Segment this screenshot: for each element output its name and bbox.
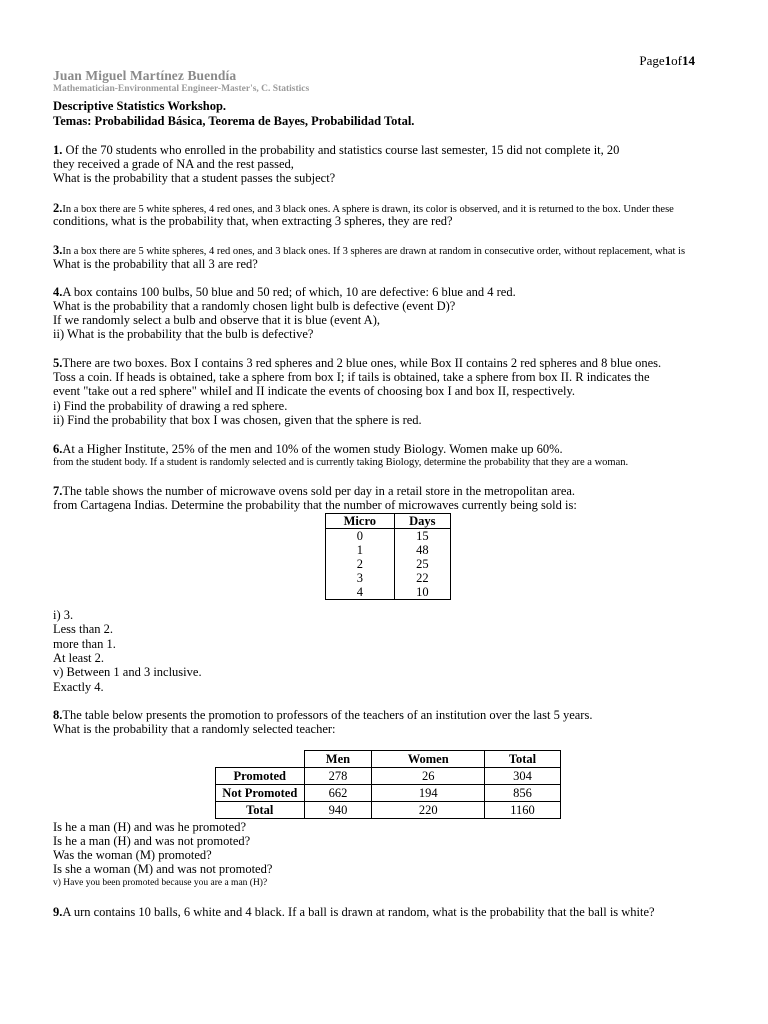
question-4-text: A box contains 100 bulbs, 50 blue and 50 red; of which, 10 are defective: 6 blue and 4 red. [62,285,516,299]
table-cell: 3 [326,571,395,585]
question-7-item-2: Less than 2. [53,622,114,636]
question-9-number: 9. [53,905,63,919]
question-9-line-1 [53,905,655,919]
question-7-item-3: more than 1. [53,637,116,651]
table-cell: 940 [304,802,372,819]
table-cell: 662 [304,785,372,802]
question-7-item-5: v) Between 1 and 3 inclusive. [53,665,202,679]
table-cell: 26 [372,768,485,785]
question-5-line-5: ii) Find the probability that box I was chosen, given that the sphere is red. [53,413,422,427]
question-4-line-2: What is the probability that a randomly chosen light bulb is defective (event D)? [53,299,456,313]
workshop-title: Descriptive Statistics Workshop. [53,99,227,113]
table-cell: 856 [485,785,561,802]
question-7-item-6: Exactly 4. [53,680,104,694]
question-6-line-2: from the student body. If a student is randomly selected and is currently taking Biology, determine the probability that they are a woman. [53,457,629,468]
question-4-line-1 [53,285,516,299]
table-row [216,785,561,802]
question-5-line-2: Toss a coin. If heads is obtained, take a sphere from box I; if tails is obtained, take a sphere from box II. R indicates the [53,370,650,384]
promotion-table [215,750,561,819]
page-label: Page [639,53,665,68]
question-5-text: There are two boxes. Box I contains 3 red spheres and 2 blue ones, while Box II contains 2 red spheres and 8 blue ones. [62,356,662,370]
table-row [326,571,451,585]
question-7-text: The table shows the number of microwave ovens sold per day in a retail store in the metropolitan area. [62,484,576,498]
question-6-line-1 [53,442,563,456]
table-row [326,557,451,571]
question-1-line-2: they received a grade of NA and the rest passed, [53,157,294,171]
author-name: Juan Miguel Martínez Buendía [53,68,237,83]
question-8-number: 8. [53,708,63,722]
topics-line: Temas: Probabilidad Básica, Teorema de Bayes, Probabilidad Total. [53,114,415,128]
question-7-item-4: At least 2. [53,651,105,665]
question-1-line-1 [53,143,619,157]
author-subtitle: Mathematician-Environmental Engineer-Master's, C. Statistics [53,84,310,94]
question-8-item-1: Is he a man (H) and was he promoted? [53,820,246,834]
table-row [326,585,451,600]
question-8-item-5: v) Have you been promoted because you are a man (H)? [53,878,268,888]
table-cell: 0 [326,529,395,544]
question-5-number: 5. [53,356,63,370]
question-1-line-3: What is the probability that a student passes the subject? [53,171,336,185]
table-cell: 278 [304,768,372,785]
question-3-number: 3. [53,243,63,257]
table-header-total: Total [485,751,561,768]
question-5-line-1 [53,356,661,370]
question-8-item-2: Is he a man (H) and was not promoted? [53,834,251,848]
question-7-number: 7. [53,484,63,498]
table-cell: 22 [394,571,450,585]
table-cell: 220 [372,802,485,819]
table-cell: 48 [394,543,450,557]
question-1-text: Of the 70 students who enrolled in the probability and statistics course last semester, 15 did not complete it, 20 [62,143,620,157]
question-9-text: A urn contains 10 balls, 6 white and 4 black. If a ball is drawn at random, what is the probability that the ball is white? [62,905,655,919]
page-of: of [671,53,682,68]
question-5-line-4: i) Find the probability of drawing a red sphere. [53,399,288,413]
table-header-days: Days [394,514,450,529]
question-5-line-3: event "take out a red sphere" whileI and II indicate the events of choosing box I and box II, respectively. [53,384,576,398]
table-cell: 194 [372,785,485,802]
table-row [216,768,561,785]
page-total: 14 [682,53,695,68]
table-corner [216,751,305,768]
question-4-line-4: ii) What is the probability that the bulb is defective? [53,327,314,341]
page-current: 1 [664,53,672,68]
table-header-women: Women [372,751,485,768]
table-row [326,543,451,557]
table-cell: 25 [394,557,450,571]
question-4-number: 4. [53,285,63,299]
question-6-text: At a Higher Institute, 25% of the men and 10% of the women study Biology. Women make up 60%. [62,442,563,456]
table-cell: 4 [326,585,395,600]
question-2-text: In a box there are 5 white spheres, 4 red ones, and 3 black ones. A sphere is drawn, its color is observed, and it is returned to the box. Under these [62,204,674,215]
microwave-sales-table [325,513,451,600]
table-cell: 1 [326,543,395,557]
table-row [216,802,561,819]
table-cell: 2 [326,557,395,571]
table-cell: 10 [394,585,450,600]
table-cell: 304 [485,768,561,785]
question-8-line-2: What is the probability that a randomly selected teacher: [53,722,336,736]
question-8-item-4: Is she a woman (M) and was not promoted? [53,862,273,876]
question-8-item-3: Was the woman (M) promoted? [53,848,212,862]
table-row [326,529,451,544]
question-6-number: 6. [53,442,63,456]
question-8-text: The table below presents the promotion to professors of the teachers of an institution over the last 5 years. [62,708,593,722]
question-8-line-1 [53,708,592,722]
row-label: Not Promoted [216,785,305,802]
question-7-line-1 [53,484,575,498]
table-header-micro: Micro [326,514,395,529]
question-2-line-2: conditions, what is the probability that, when extracting 3 spheres, they are red? [53,214,453,228]
question-7-item-1: i) 3. [53,608,74,622]
page-number [639,53,695,69]
question-3-text: In a box there are 5 white spheres, 4 red ones, and 3 black ones. If 3 spheres are drawn at random in consecutive order, without replacement, what is [62,246,686,257]
table-header-men: Men [304,751,372,768]
question-4-line-3: If we randomly select a bulb and observe that it is blue (event A), [53,313,380,327]
table-cell: 15 [394,529,450,544]
question-1-number: 1. [53,143,63,157]
question-3-line-2: What is the probability that all 3 are red? [53,257,258,271]
question-2-number: 2. [53,201,63,215]
table-cell: 1160 [485,802,561,819]
question-7-line-2: from Cartagena Indias. Determine the probability that the number of microwaves currently being sold is: [53,498,577,512]
row-label: Total [216,802,305,819]
row-label: Promoted [216,768,305,785]
